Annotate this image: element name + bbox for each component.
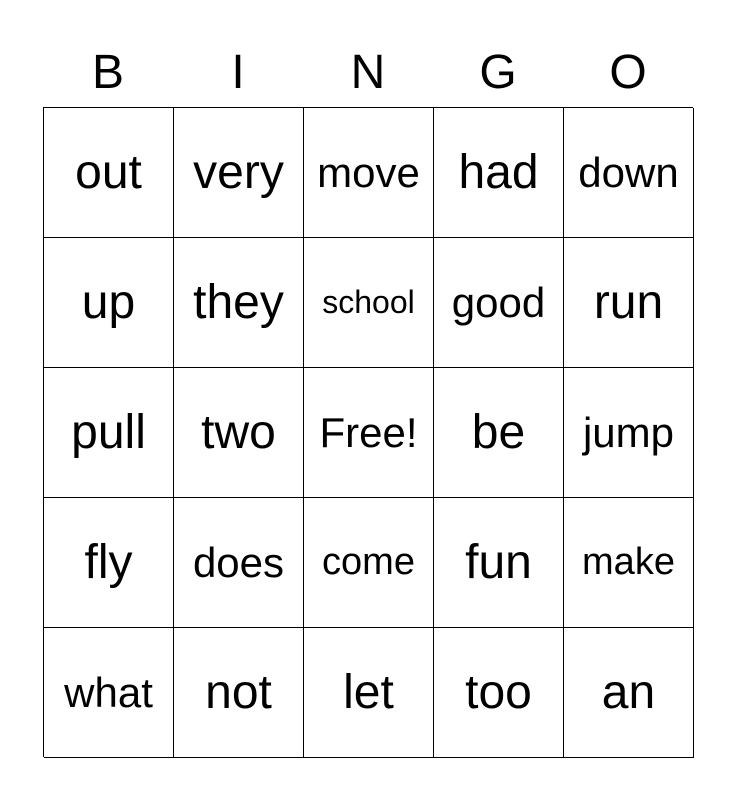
bingo-cell-r3-c2[interactable]: two [174, 368, 304, 498]
bingo-cell-r2-c4[interactable]: good [434, 238, 564, 368]
bingo-cell-r3-c4[interactable]: be [434, 368, 564, 498]
bingo-cell-r1-c2[interactable]: very [174, 108, 304, 238]
header-letter-n: N [350, 46, 386, 99]
bingo-cell-r2-c1[interactable]: up [44, 238, 174, 368]
bingo-cell-r5-c2[interactable]: not [174, 628, 304, 758]
bingo-cell-r1-c5[interactable]: down [564, 108, 694, 238]
free-space-cell[interactable]: Free! [304, 368, 434, 498]
header-letter-i: I [231, 46, 245, 99]
bingo-cell-r4-c4[interactable]: fun [434, 498, 564, 628]
bingo-cell-r1-c1[interactable]: out [44, 108, 174, 238]
bingo-cell-r4-c2[interactable]: does [174, 498, 304, 628]
header-letter-b: B [91, 46, 124, 99]
bingo-cell-r4-c5[interactable]: make [564, 498, 694, 628]
bingo-cell-r5-c5[interactable]: an [564, 628, 694, 758]
bingo-cell-r5-c4[interactable]: too [434, 628, 564, 758]
bingo-cell-r2-c2[interactable]: they [174, 238, 304, 368]
header-letter-o: O [609, 46, 647, 99]
bingo-cell-r4-c3[interactable]: come [304, 498, 434, 628]
header-letter-g: G [479, 46, 517, 99]
bingo-cell-r3-c5[interactable]: jump [564, 368, 694, 498]
bingo-cell-r2-c5[interactable]: run [564, 238, 694, 368]
bingo-cell-r4-c1[interactable]: fly [44, 498, 174, 628]
bingo-cell-r5-c1[interactable]: what [44, 628, 174, 758]
bingo-cell-r2-c3[interactable]: school [304, 238, 434, 368]
bingo-cell-r1-c3[interactable]: move [304, 108, 434, 238]
bingo-cell-r3-c1[interactable]: pull [44, 368, 174, 498]
bingo-header [43, 38, 693, 108]
bingo-cell-r1-c4[interactable]: had [434, 108, 564, 238]
bingo-cell-r5-c3[interactable]: let [304, 628, 434, 758]
bingo-board [43, 107, 693, 757]
